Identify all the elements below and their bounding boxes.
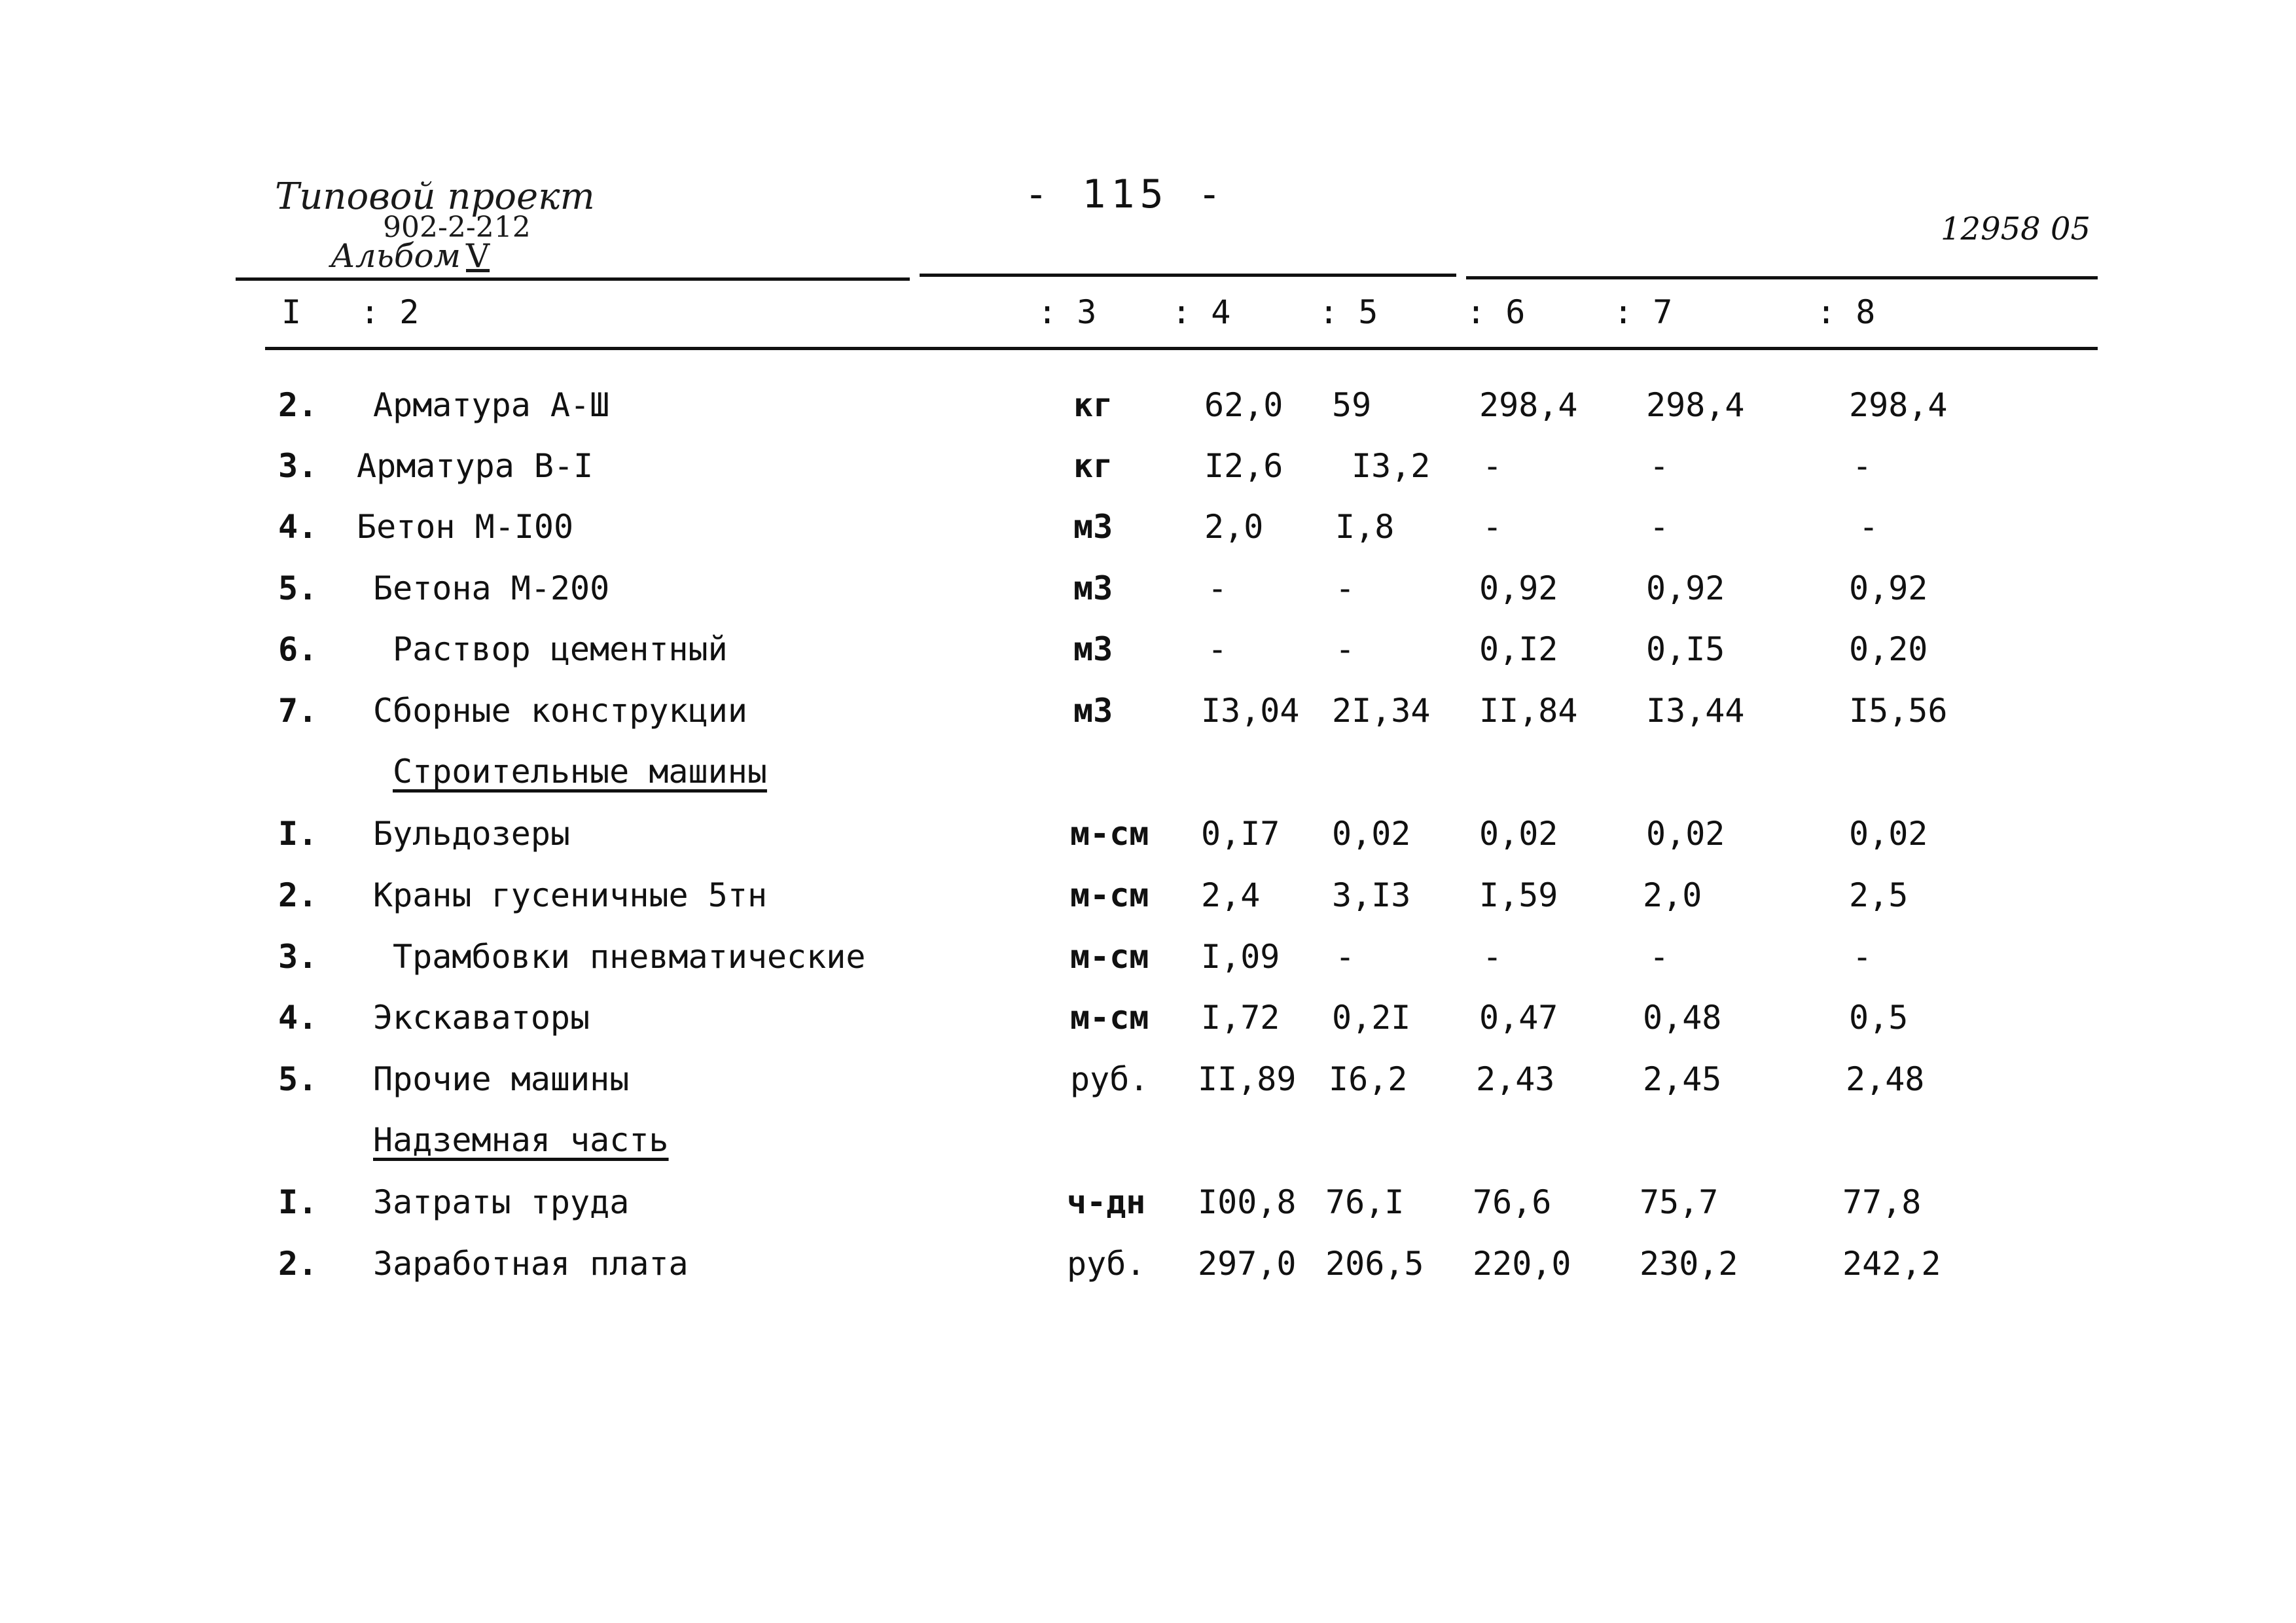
row-value-5: 0,2I: [1332, 999, 1411, 1037]
row-value-7: -: [1649, 508, 1670, 546]
row-value-4: I00,8: [1198, 1183, 1297, 1221]
row-value-5: 3,I3: [1332, 876, 1411, 914]
row-name: Арматура А-Ш: [373, 386, 610, 424]
row-name: Раствор цементный: [393, 630, 728, 668]
table-row: [0, 569, 2296, 622]
row-value-4: I,09: [1201, 938, 1280, 976]
column-header-1: I: [281, 293, 302, 331]
table-row: [0, 447, 2296, 499]
row-value-5: 0,02: [1332, 815, 1411, 853]
section-title-above-ground-part: Надземная часть: [373, 1121, 669, 1159]
row-value-5: -: [1335, 569, 1355, 607]
row-name: Бетона М-200: [373, 569, 610, 607]
row-unit: м-см: [1070, 999, 1149, 1037]
row-value-6: 76,6: [1473, 1183, 1552, 1221]
row-value-8: 2,5: [1849, 876, 1909, 914]
top-rule-mid: [920, 274, 1456, 277]
row-value-8: 77,8: [1842, 1183, 1922, 1221]
row-value-8: 298,4: [1849, 386, 1948, 424]
row-number: 4.: [278, 999, 318, 1037]
column-header-7: : 7: [1613, 293, 1673, 331]
row-value-4: -: [1208, 630, 1228, 668]
column-header-2: : 2: [360, 293, 420, 331]
table-row: [0, 386, 2296, 438]
row-value-8: -: [1852, 447, 1873, 485]
row-value-5: 59: [1332, 386, 1372, 424]
table-row: [0, 630, 2296, 683]
row-value-4: II,89: [1198, 1060, 1297, 1098]
row-name: Бетон М-I00: [357, 508, 574, 546]
column-header-8: : 8: [1816, 293, 1876, 331]
row-name: Краны гусеничные 5тн: [373, 876, 768, 914]
row-value-7: 230,2: [1640, 1245, 1738, 1283]
row-number: 3.: [278, 938, 318, 976]
row-value-5: 206,5: [1325, 1245, 1424, 1283]
row-value-6: 298,4: [1479, 386, 1578, 424]
row-number: 2.: [278, 1245, 318, 1283]
column-header-6: : 6: [1466, 293, 1526, 331]
row-number: I.: [278, 1183, 318, 1221]
row-name: Арматура В-I: [357, 447, 594, 485]
stamp-album-label: Альбом: [331, 237, 461, 275]
table-row: [0, 692, 2296, 744]
row-value-6: II,84: [1479, 692, 1578, 730]
row-value-5: -: [1335, 938, 1355, 976]
row-value-7: 2,45: [1643, 1060, 1722, 1098]
row-value-7: 2,0: [1643, 876, 1702, 914]
row-value-4: 0,I7: [1201, 815, 1280, 853]
table-row: [0, 1245, 2296, 1297]
row-value-6: 0,47: [1479, 999, 1558, 1037]
row-unit: кг: [1073, 447, 1113, 485]
row-value-8: 0,02: [1849, 815, 1928, 853]
row-unit: м3: [1073, 630, 1113, 668]
row-value-4: I3,04: [1201, 692, 1300, 730]
row-value-6: I,59: [1479, 876, 1558, 914]
row-value-4: 297,0: [1198, 1245, 1297, 1283]
row-unit: руб.: [1070, 1060, 1149, 1098]
row-value-5: I3,2: [1352, 447, 1431, 485]
row-name: Трамбовки пневматические: [393, 938, 866, 976]
row-number: 3.: [278, 447, 318, 485]
row-name: Заработная плата: [373, 1245, 689, 1283]
row-unit: кг: [1073, 386, 1113, 424]
document-code: 12958 05: [1941, 211, 2091, 247]
row-value-8: 242,2: [1842, 1245, 1941, 1283]
row-value-8: 0,5: [1849, 999, 1909, 1037]
row-name: Бульдозеры: [373, 815, 571, 853]
stamp-album: [331, 237, 490, 275]
row-value-7: -: [1649, 447, 1670, 485]
page-number: - 115 -: [1024, 171, 1227, 217]
row-name: Экскаваторы: [373, 999, 590, 1037]
row-value-8: -: [1852, 938, 1873, 976]
top-rule-right: [1466, 276, 2098, 279]
row-value-4: 2,0: [1204, 508, 1264, 546]
stamp-project-number: 902-2-212: [383, 211, 531, 244]
row-unit: м3: [1073, 508, 1113, 546]
row-value-6: -: [1482, 447, 1503, 485]
row-unit: м-см: [1070, 938, 1149, 976]
table-row: [0, 938, 2296, 990]
row-number: 5.: [278, 569, 318, 607]
row-value-5: I,8: [1335, 508, 1395, 546]
row-unit: м3: [1073, 692, 1113, 730]
table-row: [0, 1060, 2296, 1113]
row-value-7: 0,02: [1646, 815, 1725, 853]
row-value-5: I6,2: [1329, 1060, 1408, 1098]
row-value-7: -: [1649, 938, 1670, 976]
row-value-6: -: [1482, 938, 1503, 976]
row-value-6: 2,43: [1476, 1060, 1555, 1098]
table-row: [0, 815, 2296, 867]
row-unit: ч-дн: [1067, 1183, 1146, 1221]
row-value-8: 0,92: [1849, 569, 1928, 607]
row-value-4: I,72: [1201, 999, 1280, 1037]
row-number: 2.: [278, 386, 318, 424]
row-value-8: 2,48: [1846, 1060, 1925, 1098]
row-value-4: -: [1208, 569, 1228, 607]
row-value-4: 62,0: [1204, 386, 1283, 424]
stamp-project-type: Типовой проект: [275, 175, 595, 218]
row-unit: м3: [1073, 569, 1113, 607]
row-value-6: 220,0: [1473, 1245, 1571, 1283]
row-value-4: I2,6: [1204, 447, 1283, 485]
row-value-7: 75,7: [1640, 1183, 1719, 1221]
row-number: 2.: [278, 876, 318, 914]
row-value-8: 0,20: [1849, 630, 1928, 668]
row-unit: м-см: [1070, 876, 1149, 914]
row-value-6: 0,I2: [1479, 630, 1558, 668]
row-value-7: 0,92: [1646, 569, 1725, 607]
row-name: Прочие машины: [373, 1060, 630, 1098]
row-number: 4.: [278, 508, 318, 546]
header-bottom-rule: [265, 347, 2098, 350]
stamp-album-numeral: V: [466, 237, 490, 275]
row-value-7: 0,I5: [1646, 630, 1725, 668]
column-header-5: : 5: [1319, 293, 1378, 331]
row-value-7: I3,44: [1646, 692, 1745, 730]
row-unit: руб.: [1067, 1245, 1146, 1283]
column-header-row: [0, 293, 2296, 339]
table-row: [0, 876, 2296, 929]
table-row: [0, 999, 2296, 1051]
section-title-construction-machines: Строительные машины: [393, 753, 767, 791]
row-value-6: -: [1482, 508, 1503, 546]
row-value-7: 298,4: [1646, 386, 1745, 424]
column-header-3: : 3: [1037, 293, 1097, 331]
row-value-5: -: [1335, 630, 1355, 668]
row-value-8: I5,56: [1849, 692, 1948, 730]
top-rule-left: [236, 277, 910, 281]
row-number: 7.: [278, 692, 318, 730]
row-number: 5.: [278, 1060, 318, 1098]
row-value-5: 76,I: [1325, 1183, 1405, 1221]
row-number: I.: [278, 815, 318, 853]
row-unit: м-см: [1070, 815, 1149, 853]
table-row: [0, 508, 2296, 560]
row-name: Сборные конструкции: [373, 692, 747, 730]
row-value-4: 2,4: [1201, 876, 1261, 914]
row-value-7: 0,48: [1643, 999, 1722, 1037]
row-value-6: 0,92: [1479, 569, 1558, 607]
row-value-6: 0,02: [1479, 815, 1558, 853]
row-value-8: -: [1859, 508, 1879, 546]
row-value-5: 2I,34: [1332, 692, 1431, 730]
table-row: [0, 1183, 2296, 1236]
row-number: 6.: [278, 630, 318, 668]
column-header-4: : 4: [1172, 293, 1231, 331]
row-name: Затраты труда: [373, 1183, 630, 1221]
